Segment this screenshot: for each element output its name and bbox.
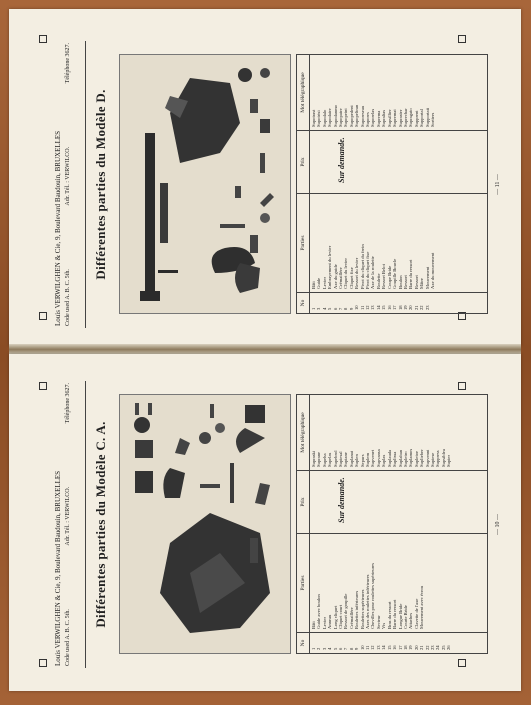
row-code-word: Suplieber: [419, 449, 425, 467]
row-part: Anneau: [327, 614, 333, 629]
row-part: Axe du guide: [332, 264, 338, 289]
parts-table: [296, 54, 488, 314]
row-code-word: Supiane: [343, 452, 349, 467]
page-number: — 10 —: [495, 514, 501, 535]
no-column: [311, 634, 485, 650]
row-code-word: Supopeltran: [354, 104, 360, 127]
row-code-word: Suplissa: [392, 451, 398, 467]
row-no: 17: [392, 305, 398, 310]
row-code-word: Supiesal: [338, 451, 344, 467]
row-no: 8: [348, 647, 354, 650]
row-part: Chevilles pour roulettes supérieures: [370, 563, 376, 629]
row-code-word: Supiese: [429, 452, 435, 467]
row-part: Coupe Bride: [386, 265, 392, 289]
price-note: Sur demande.: [337, 137, 346, 183]
row-code-word: Supotrisi: [316, 110, 322, 127]
row-part: Cliquet du levier: [343, 258, 349, 289]
row-code-word: Supodanmo: [332, 105, 338, 127]
col-header-no: No: [297, 292, 310, 313]
row-part: Bâti: [311, 621, 316, 629]
row-part: Clavette de l'axe: [413, 598, 419, 629]
row-no: 1: [311, 307, 316, 310]
row-part: Goupille Boucle: [392, 258, 398, 289]
page-11-content: [49, 37, 504, 332]
code-used: Code used A. B. C. 5th.: [65, 269, 71, 326]
no-column: [311, 294, 485, 310]
row-part: Bras du ressort: [386, 601, 392, 629]
row-code-word: Supvenet: [370, 449, 376, 467]
row-code-word: Supvansa: [375, 449, 381, 467]
row-part: Guide: [316, 277, 322, 289]
row-code-word: Suppress: [435, 450, 441, 467]
row-part: Guide avec boulon: [316, 594, 322, 629]
corner-ornament: [39, 35, 47, 43]
row-part: Vis: [381, 622, 387, 629]
row-no: 5: [327, 307, 333, 310]
row-code-word: Suplen: [354, 454, 360, 467]
row-part: Cliquet fixe: [348, 267, 354, 289]
telegraph-address: Adr. Tél. : VERWILCO.: [65, 486, 71, 546]
row-code-word: Suprechar: [402, 108, 408, 127]
col-header-parties: Parties: [297, 193, 310, 292]
header-rule: [85, 381, 86, 668]
row-part: Levier: [321, 617, 327, 629]
col-header-prix: Prix: [297, 130, 310, 193]
row-no: 15: [386, 645, 392, 650]
row-part: Pivot du cliquet du frein: [359, 244, 365, 289]
row-code-word: Suplaban: [397, 449, 403, 467]
row-code-word: Suprema: [375, 110, 381, 127]
page-10-sheet: [9, 354, 521, 691]
row-no: 23: [424, 305, 430, 310]
row-part: Ressort: [413, 275, 419, 289]
telegraph-address: Adr. Tél. : VERWILCO.: [65, 146, 71, 206]
company-line: Louis VERWILGHEN & Cie, 9, Boulevard Baudouin, BRUXELLES: [54, 130, 62, 326]
row-code-word: Supelas: [327, 452, 333, 467]
row-no: 19: [408, 645, 414, 650]
row-code-word: Supsiblea: [440, 449, 446, 467]
row-part: Bâti: [311, 281, 316, 289]
row-part: Axe de la roulette: [370, 256, 376, 289]
page-title: Différentes parties du Modèle D.: [93, 89, 108, 280]
row-no: 4: [327, 647, 333, 650]
parts-photo: [119, 394, 291, 654]
row-code-word: Supraski: [311, 450, 316, 467]
col-header-no: No: [297, 632, 310, 653]
row-code-word: Supraster: [397, 109, 403, 127]
row-code-word: Supores: [365, 112, 371, 127]
parts-table: [296, 394, 488, 654]
row-code-word: Supeha: [321, 453, 327, 467]
row-no: 12: [370, 645, 376, 650]
row-part: Pivot du cliquet fixe: [365, 251, 371, 289]
row-code-word: Sepurs: [359, 454, 365, 467]
row-no: 11: [365, 645, 371, 650]
row-no: 5: [332, 647, 338, 650]
row-no: 17: [397, 645, 403, 650]
row-code-word: Supportal: [419, 109, 425, 127]
row-no: 8: [343, 307, 349, 310]
code-used: Code used A. B. C. 5th.: [65, 609, 71, 666]
page-10-content: [49, 377, 504, 672]
row-no: 14: [375, 305, 381, 310]
row-part: Ressort de goupille: [343, 593, 349, 629]
row-code-word: Suplauda: [386, 449, 392, 467]
price-note: Sur demande.: [337, 477, 346, 523]
row-part: Long cliquet: [332, 605, 338, 629]
parts-illustration: [120, 395, 290, 653]
row-code-word: Supletro: [402, 451, 408, 467]
row-no: 13: [375, 645, 381, 650]
col-header-mot: Mot télégraphique: [297, 395, 310, 470]
page-header: [53, 383, 85, 666]
row-code-word: Supodalo: [321, 109, 327, 127]
row-no: 12: [365, 305, 371, 310]
row-no: 18: [402, 645, 408, 650]
row-code-word: Supsillier: [386, 109, 392, 127]
row-code-word: Supvenni: [424, 449, 430, 467]
row-code-word: Suplanat: [348, 450, 354, 467]
mot-column: [311, 57, 485, 127]
row-code-word: Supprent: [413, 110, 419, 127]
row-part: Cliquet court: [338, 604, 344, 629]
row-code-word: Suplem: [365, 452, 371, 467]
col-header-prix: Prix: [297, 470, 310, 533]
row-code-word: Suporeseau: [359, 105, 365, 127]
row-part: Crémaillère: [338, 267, 344, 289]
row-part: Mouvement: [424, 266, 430, 289]
row-code-word: Supier: [446, 455, 452, 467]
row-no: 15: [381, 305, 387, 310]
page-title: Différentes parties du Modèle C. A.: [93, 421, 108, 628]
row-code-word: Supraltas: [381, 109, 387, 127]
row-part: Ressort Belot: [381, 264, 387, 289]
row-part: Ressort du levier: [354, 257, 360, 289]
telephone: Téléphone 3627.: [65, 43, 71, 84]
parts-illustration: [120, 55, 290, 313]
corner-ornament: [39, 659, 47, 667]
row-no: 3: [316, 307, 322, 310]
row-code-word: Supragato: [408, 108, 414, 127]
row-code-word: Suporelas: [370, 108, 376, 127]
row-no: 18: [397, 305, 403, 310]
col-header-mot: Mot télégraphique: [297, 55, 310, 130]
row-part: Axes des roulettes inférieures: [365, 574, 371, 629]
row-part: Levier: [321, 277, 327, 289]
row-no: 3: [321, 647, 327, 650]
row-code-word: Suprane: [316, 451, 322, 467]
parts-photo: [119, 54, 291, 314]
corner-ornament: [39, 312, 47, 320]
row-no: 19: [402, 305, 408, 310]
row-part: Barre du ressort: [392, 599, 398, 629]
mot-column: [311, 397, 485, 467]
row-no: 7: [338, 307, 344, 310]
row-part: Ressort: [402, 275, 408, 289]
row-part: Embrayement du levier: [327, 245, 333, 289]
row-part: Axe du mouvement: [429, 252, 435, 289]
row-code-word: Supportati: [424, 107, 430, 127]
row-part: Attaches: [408, 612, 414, 629]
row-no: 22: [419, 305, 425, 310]
row-part: Courte Bride: [402, 605, 408, 629]
row-no: 11: [359, 305, 365, 310]
row-no: 24: [435, 645, 441, 650]
row-part: Mâtre: [419, 278, 425, 289]
page-11-sheet: [9, 9, 521, 346]
row-part: Boulon: [397, 275, 403, 289]
row-code-word: Sortiers: [429, 112, 435, 127]
parties-column: [311, 537, 485, 629]
row-no: 6: [338, 647, 344, 650]
row-part: Crémaillère: [348, 607, 354, 629]
col-header-parties: Parties: [297, 533, 310, 632]
row-part: Secteur: [375, 615, 381, 629]
row-part: Mouvement avec écrou: [419, 585, 425, 629]
row-no: 21: [419, 645, 425, 650]
row-no: 23: [429, 645, 435, 650]
row-no: 6: [332, 307, 338, 310]
row-part: Roulettes inférieures: [354, 590, 360, 629]
row-no: 20: [408, 305, 414, 310]
row-code-word: Supremat: [392, 109, 398, 127]
row-part: Barre du ressort: [408, 259, 414, 289]
row-no: 16: [386, 305, 392, 310]
row-code-word: Supopeint: [343, 108, 349, 127]
parties-column: [311, 197, 485, 289]
row-no: 26: [446, 645, 452, 650]
row-no: 14: [381, 645, 387, 650]
row-code-word: Supotrast: [311, 109, 316, 127]
telephone: Téléphone 3627.: [65, 383, 71, 424]
row-no: 10: [359, 645, 365, 650]
row-no: 16: [392, 645, 398, 650]
row-code-word: Supopatre: [338, 108, 344, 127]
company-line: Louis VERWILGHEN & Cie, 9, Boulevard Baudouin, BRUXELLES: [54, 470, 62, 666]
row-no: 9: [354, 647, 360, 650]
row-no: 13: [370, 305, 376, 310]
row-code-word: Supletoe: [413, 450, 419, 467]
row-code-word: Suplas: [381, 454, 387, 467]
row-part: Longue Bride: [397, 603, 403, 629]
row-no: 10: [354, 305, 360, 310]
row-no: 2: [316, 647, 322, 650]
row-part: Roulette: [375, 273, 381, 289]
row-no: 20: [413, 645, 419, 650]
page-header: [53, 43, 85, 326]
row-no: 25: [440, 645, 446, 650]
corner-ornament: [39, 382, 47, 390]
row-no: 21: [413, 305, 419, 310]
row-no: 4: [321, 307, 327, 310]
row-no: 9: [348, 307, 354, 310]
row-part: Roulettes supérieures: [359, 589, 365, 629]
row-no: 7: [343, 647, 349, 650]
row-code-word: Supopedent: [348, 105, 354, 127]
row-code-word: Supodaire: [327, 108, 333, 127]
row-code-word: Suplamos: [408, 448, 414, 467]
row-code-word: Supebrol: [332, 450, 338, 467]
row-no: 22: [424, 645, 430, 650]
page-number: — 11 —: [495, 174, 501, 195]
row-no: 1: [311, 647, 316, 650]
header-rule: [85, 41, 86, 328]
